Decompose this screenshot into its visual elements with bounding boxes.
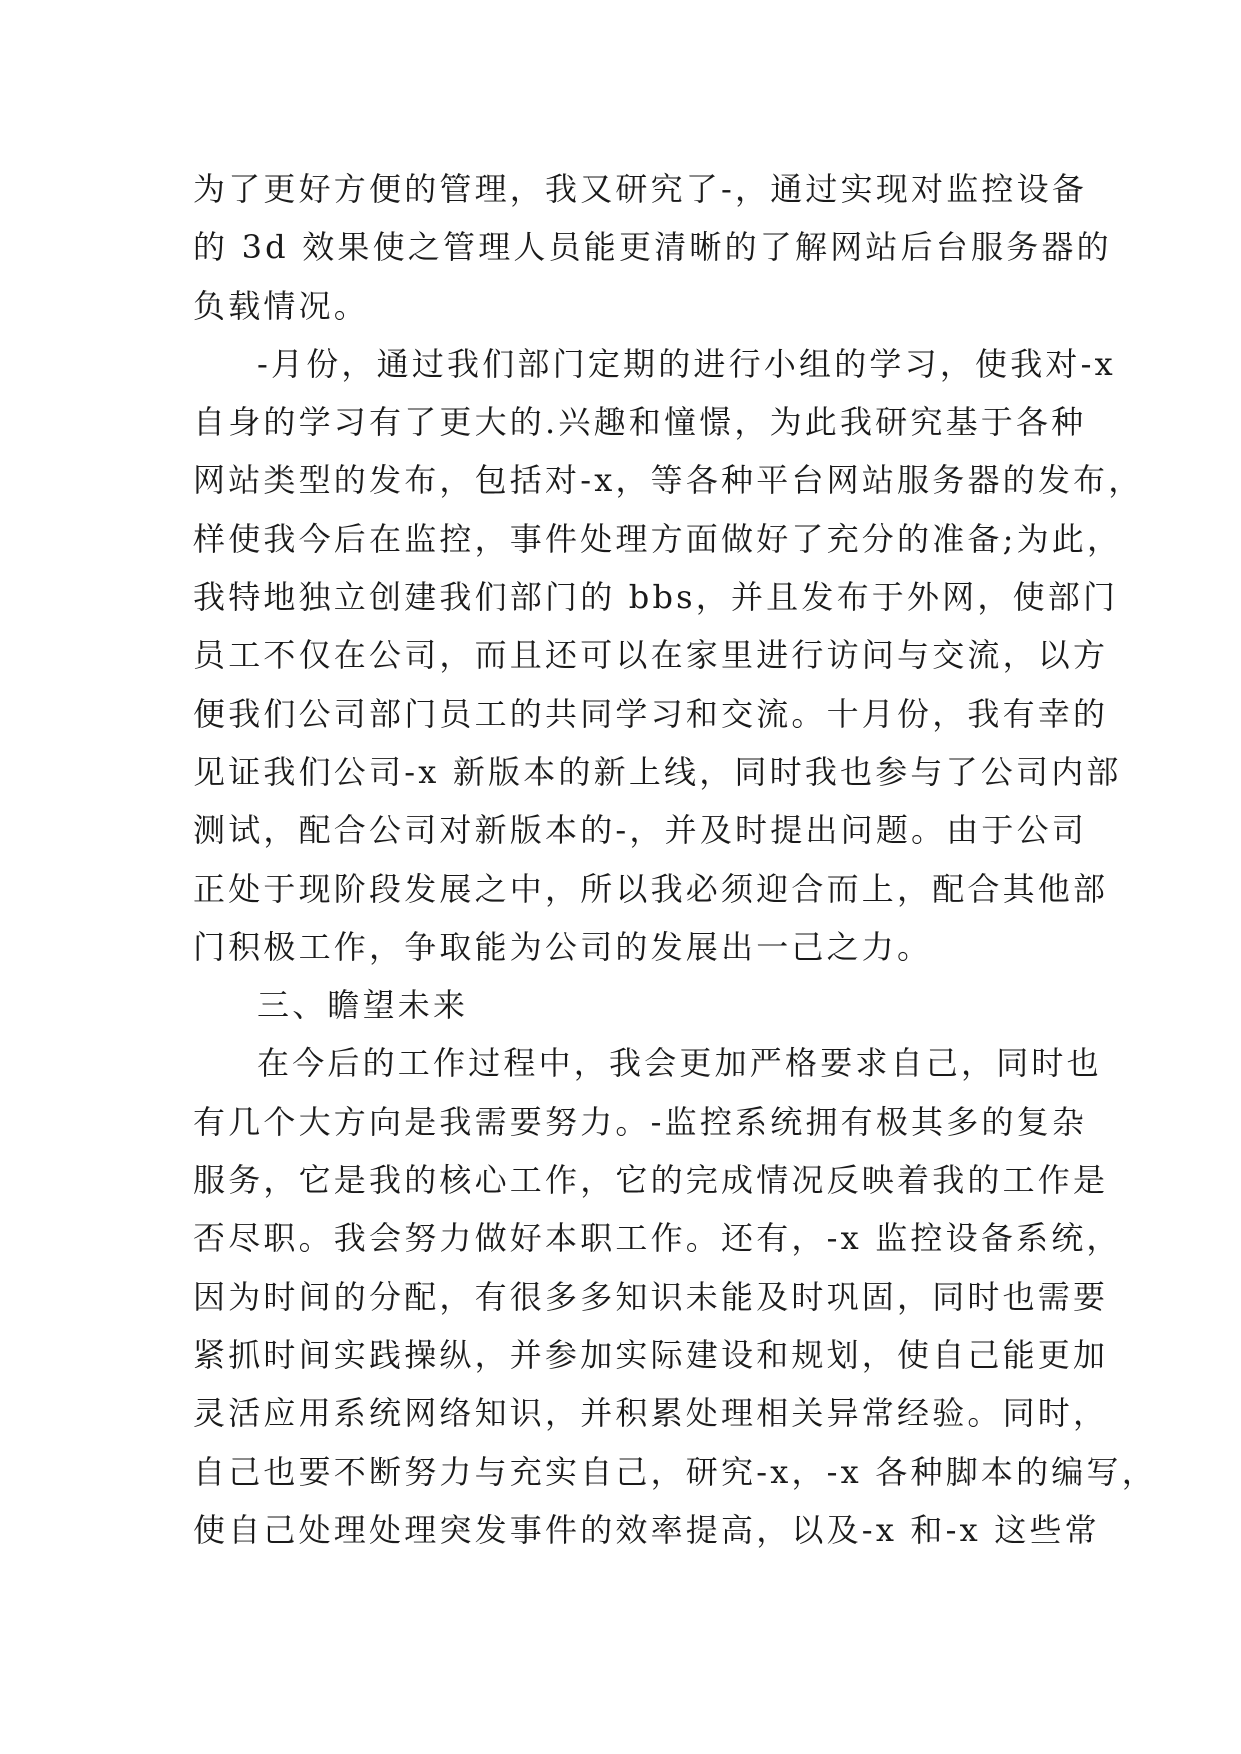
text-line: 灵活应用系统网络知识，并积累处理相关异常经验。同时， [193,1394,1109,1433]
text-line: 见证我们公司-x 新版本的新上线，同时我也参与了公司内部 [193,752,1122,791]
text-line: 否尽职。我会努力做好本职工作。还有，-x 监控设备系统， [193,1219,1122,1258]
text-line: 门积极工作，争取能为公司的发展出一己之力。 [193,927,933,966]
text-line: 便我们公司部门员工的共同学习和交流。十月份，我有幸的 [193,694,1109,733]
text-line: 样使我今后在监控，事件处理方面做好了充分的准备;为此， [193,519,1123,558]
text-line: 负载情况。 [193,286,370,325]
text-line: 使自己处理处理突发事件的效率提高，以及-x 和-x 这些常 [193,1510,1100,1549]
text-line: 自身的学习有了更大的.兴趣和憧憬，为此我研究基于各种 [193,403,1087,442]
text-line: 的 3d 效果使之管理人员能更清晰的了解网站后台服务器的 [193,228,1112,267]
section-heading: 三、瞻望未来 [257,986,469,1025]
text-line: 正处于现阶段发展之中，所以我必须迎合而上，配合其他部 [193,869,1109,908]
body-text [193,160,1157,1559]
paragraph-start-line: 在今后的工作过程中，我会更加严格要求自己，同时也 [257,1044,1102,1083]
text-line: 员工不仅在公司，而且还可以在家里进行访问与交流，以方 [193,636,1109,675]
text-line: 为了更好方便的管理，我又研究了-，通过实现对监控设备 [193,170,1088,208]
text-line: 有几个大方向是我需要努力。-监控系统拥有极其多的复杂 [193,1102,1088,1141]
text-line: 服务，它是我的核心工作，它的完成情况反映着我的工作是 [193,1161,1109,1200]
text-line: 我特地独立创建我们部门的 bbs，并且发布于外网，使部门 [193,578,1119,617]
text-line: 网站类型的发布，包括对-x，等各种平台网站服务器的发布， [193,461,1144,500]
paragraph-start-line: -月份，通过我们部门定期的进行小组的学习，使我对-x [257,344,1116,383]
text-line: 自己也要不断努力与充实自己，研究-x，-x 各种脚本的编写， [193,1452,1157,1491]
text-line: 测试，配合公司对新版本的-，并及时提出问题。由于公司 [193,811,1088,850]
text-line: 紧抓时间实践操纵，并参加实际建设和规划，使自己能更加 [193,1335,1109,1374]
text-line: 因为时间的分配，有很多多知识未能及时巩固，同时也需要 [193,1277,1109,1316]
